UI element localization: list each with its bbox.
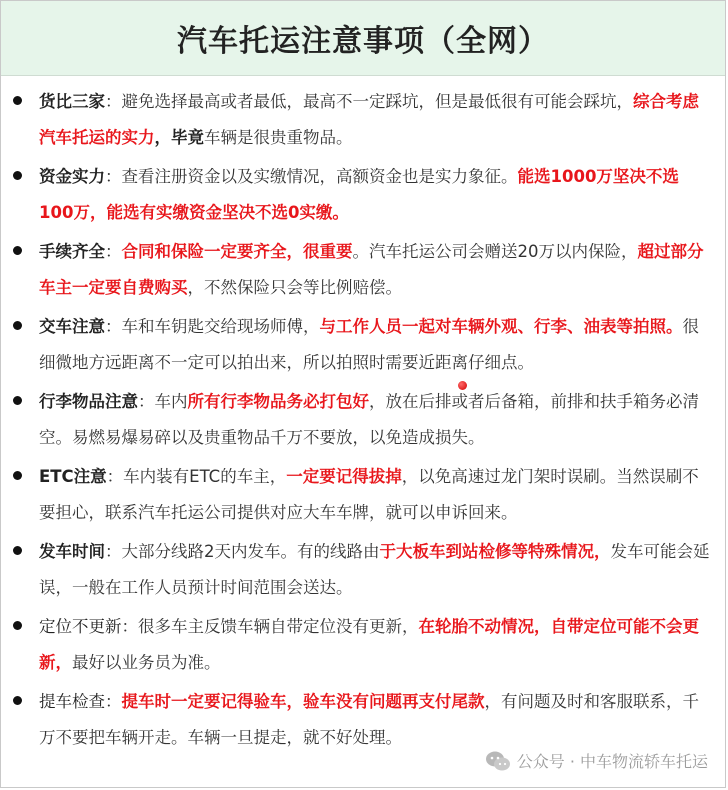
red-dot-marker	[458, 381, 467, 390]
item-label: 提车检查	[39, 692, 105, 711]
list-item	[39, 234, 711, 305]
item-text: ：	[105, 692, 122, 711]
item-text: ：车内装有ETC的车主，	[106, 467, 287, 486]
item-text: ：车内	[138, 392, 188, 411]
highlight-text: 一定要记得拔掉	[286, 467, 402, 486]
list-item	[39, 159, 711, 230]
title-bar	[1, 1, 725, 76]
item-text: ：车和车钥匙交给现场师傅，	[105, 317, 320, 336]
list-item	[39, 309, 711, 380]
notice-list	[1, 76, 725, 755]
item-label: 交车注意	[39, 317, 105, 336]
wechat-public-account-icon	[485, 750, 511, 772]
list-item	[39, 684, 711, 755]
item-text: ：很多车主反馈车辆自带定位没有更新，	[121, 617, 419, 636]
list-item	[39, 84, 711, 155]
item-text: ：查看注册资金以及实缴情况，高额资金也是实力象征。	[105, 167, 518, 186]
item-text: 很细微地方远距离不一定可以拍出来，所以拍照时需要近距离仔细点。	[39, 317, 699, 372]
highlight-text: 提车时一定要记得验车，验车没有问题再支付尾款	[121, 692, 485, 711]
item-label: 发车时间	[39, 542, 105, 561]
item-text: ：避免选择最高或者最低，最高不一定踩坑，但是最低很有可能会踩坑，	[105, 92, 633, 111]
highlight-text: 所有行李物品务必打包好	[187, 392, 369, 411]
list-item	[39, 534, 711, 605]
watermark	[485, 749, 708, 772]
watermark-text: 公众号 · 中车物流轿车托运	[516, 752, 708, 771]
item-text: ，不然保险只会等比例赔偿。	[187, 277, 402, 297]
item-text: ，放在后排或者后备箱，前排和扶手箱务必清空。易燃易爆易碎以及贵重物品千万不要放，以免造成损失。	[39, 392, 699, 447]
highlight-text: 超过部分车主一定要自费购买	[39, 242, 704, 297]
item-text: ：	[105, 242, 122, 261]
list-item	[39, 609, 711, 680]
item-text: ，以免高速过龙门架时误刷。当然误刷不要担心，联系汽车托运公司提供对应大车车牌，就可以申诉回来。	[39, 467, 699, 522]
highlight-text: 综合考虑汽车托运的实力	[39, 92, 699, 147]
item-label: 货比三家	[39, 92, 105, 111]
page-title: 汽车托运注意事项（全网）	[177, 24, 549, 59]
highlight-text: 合同和保险一定要齐全，很重要	[121, 242, 353, 261]
list-item	[39, 459, 711, 530]
item-text: 。汽车托运公司会赠送20万以内保险，	[352, 242, 638, 261]
item-label: 手续齐全	[39, 242, 105, 261]
item-label: 行李物品注意	[39, 392, 138, 411]
item-label: 定位不更新	[39, 617, 122, 636]
item-text: ，有问题及时和客服联系，千万不要把车辆开走。车辆一旦提走，就不好处理。	[39, 692, 699, 747]
item-text: 车辆是很贵重物品。	[204, 127, 353, 147]
highlight-text: 与工作人员一起对车辆外观、行李、油表等拍照。	[319, 317, 683, 336]
list-item	[39, 384, 711, 455]
highlight-text: 能选1000万坚决不选100万，能选有实缴资金坚决不选0实缴。	[39, 167, 679, 222]
item-text: ：大部分线路2天内发车。有的线路由	[105, 542, 380, 561]
item-text: 最好以业务员为准。	[72, 652, 221, 672]
item-text: 发车可能会延误，一般在工作人员预计时间范围会送达。	[39, 542, 710, 597]
highlight-text: 在轮胎不动情况，自带定位可能不会更新，	[39, 617, 699, 672]
item-label: 资金实力	[39, 167, 105, 186]
item-text: ，毕竟	[154, 127, 204, 147]
item-label: ETC注意	[39, 467, 107, 486]
highlight-text: 于大板车到站检修等特殊情况，	[379, 542, 611, 561]
